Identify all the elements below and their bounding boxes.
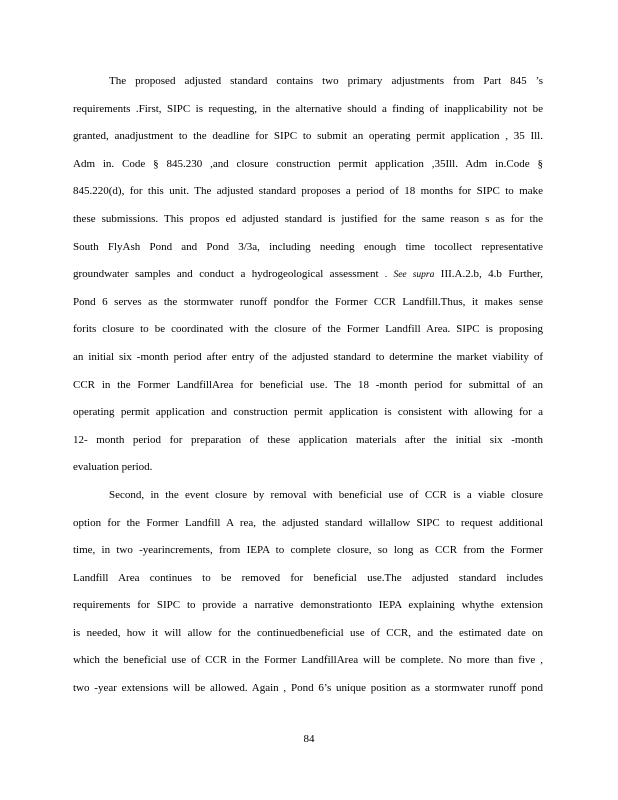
- text-line: South FlyAsh Pond and Pond 3/3a, including needing enough time tocollect representative: [73, 240, 543, 253]
- text-line: time, in two -yearincrements, from IEPA to complete closure, so long as CCR from the Former: [73, 544, 543, 557]
- citation-reference: III.A.2.b, 4.b Further,: [434, 268, 543, 281]
- text-line: is needed, how it will allow for the continuedbeneficial use of CCR, and the estimated date on: [73, 626, 543, 639]
- text-line: option for the Former Landfill A rea, the adjusted standard willallow SIPC to request additional: [73, 516, 543, 529]
- text-line: two -year extensions will be allowed. Again , Pond 6’s unique position as a stormwater runoff pond: [73, 682, 543, 695]
- text-line: these submissions. This propos ed adjusted standard is justified for the same reason s as for the: [73, 212, 543, 225]
- text-line: an initial six -month period after entry of the adjusted standard to determine the market viability of: [73, 350, 543, 363]
- text-line: operating permit application and construction permit application is consistent with allowing for a: [73, 406, 543, 419]
- text-line: [73, 261, 543, 289]
- text-line: granted, anadjustment to the deadline for SIPC to submit an operating permit application , 35 Ill.: [73, 130, 543, 143]
- text-line: Pond 6 serves as the stormwater runoff pondfor the Former CCR Landfill.Thus, it makes sense: [73, 295, 543, 308]
- text-line: CCR in the Former LandfillArea for beneficial use. The 18 -month period for submittal of an: [73, 378, 543, 391]
- text-line: 845.220(d), for this unit. The adjusted standard proposes a period of 18 months for SIPC to make: [73, 185, 543, 198]
- text-line: The proposed adjusted standard contains two primary adjustments from Part 845 ’s: [109, 75, 543, 87]
- citation-signal: . See supra: [385, 270, 435, 281]
- text-line: evaluation period.: [73, 461, 153, 474]
- text-line: requirements for SIPC to provide a narrative demonstrationto IEPA explaining whythe extension: [73, 599, 543, 612]
- text-line: Landfill Area continues to be removed for beneficial use.The adjusted standard includes: [73, 571, 543, 584]
- page-number: 84: [303, 733, 315, 745]
- body-text: [73, 68, 543, 703]
- text-line-start: groundwater samples and conduct a hydrogeological assessment: [73, 268, 386, 281]
- text-line: requirements .First, SIPC is requesting, in the alternative should a finding of inapplicability not be: [73, 102, 543, 115]
- text-line: 12- month period for preparation of these application materials after the initial six -month: [73, 433, 543, 446]
- text-line: forits closure to be coordinated with the closure of the Former Landfill Area. SIPC is proposing: [73, 323, 543, 336]
- text-line: Adm in. Code § 845.230 ,and closure construction permit application ,35Ill. Adm in.Code §: [73, 157, 543, 170]
- text-line: Second, in the event closure by removal with beneficial use of CCR is a viable closure: [109, 488, 543, 501]
- text-line: which the beneficial use of CCR in the Former LandfillArea will be complete. No more than five ,: [73, 654, 543, 667]
